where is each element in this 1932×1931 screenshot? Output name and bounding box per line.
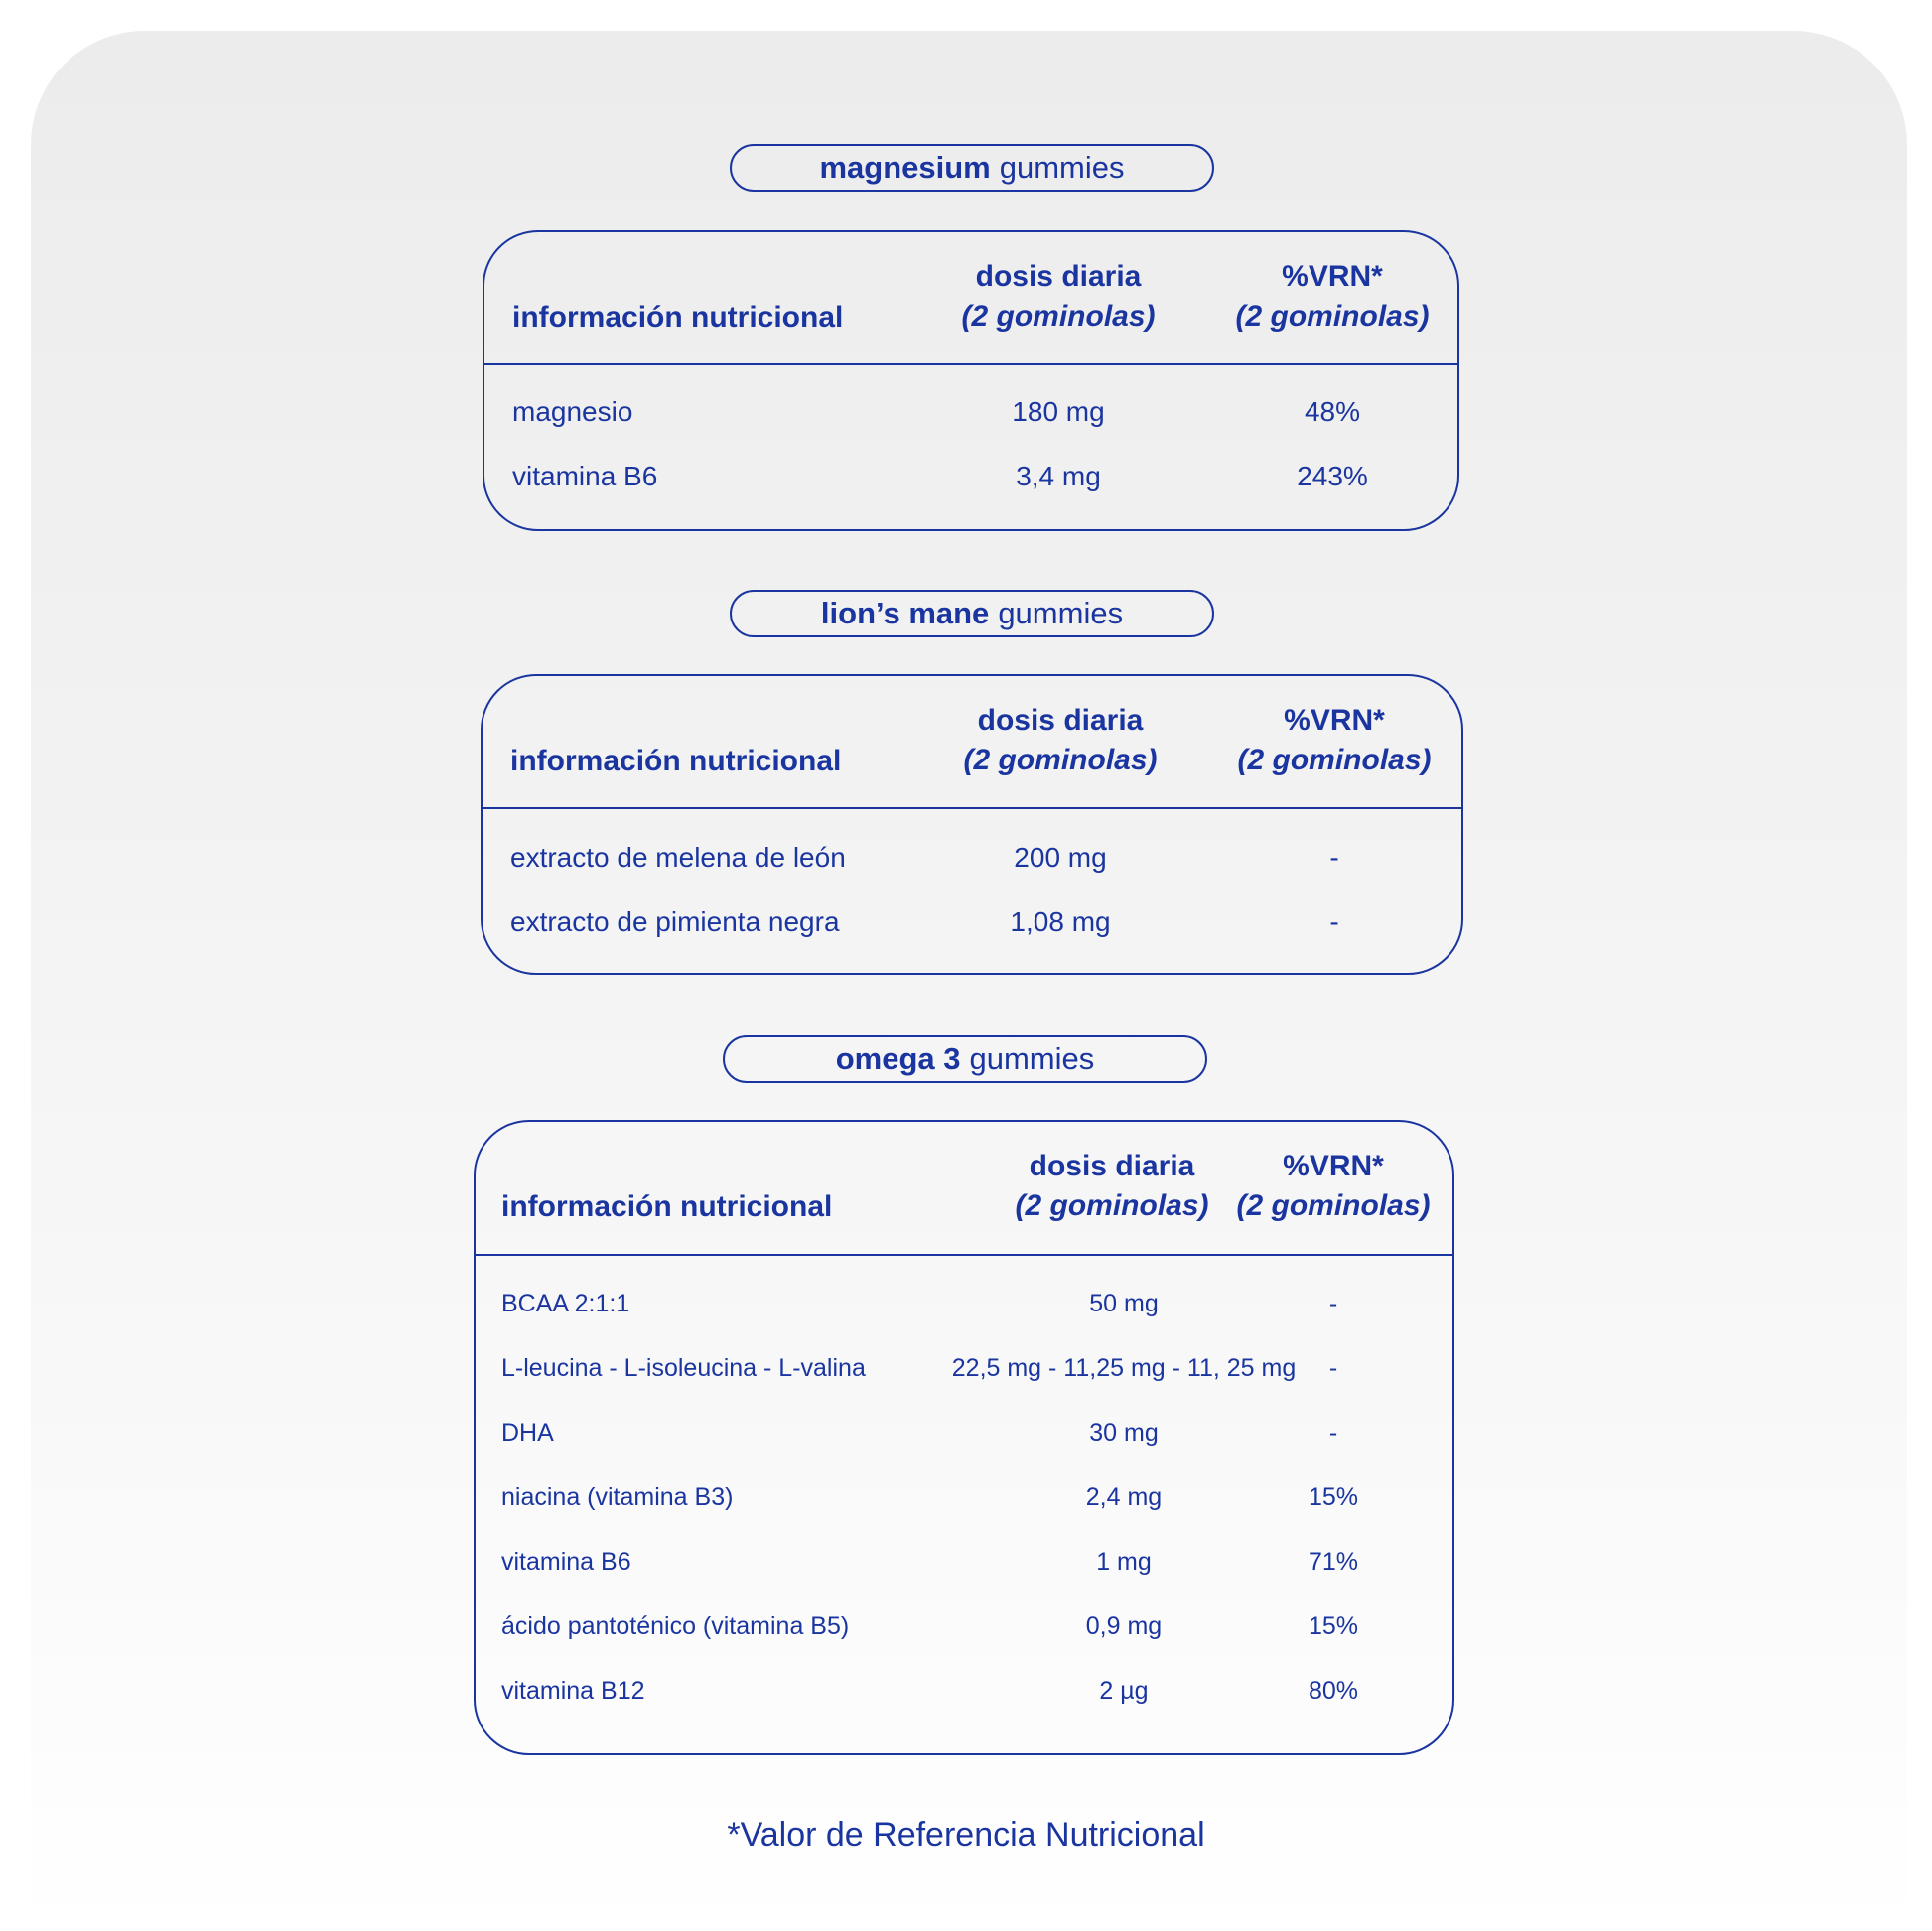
header-daily-dose: dosis diaria (2 gominolas) [961,260,1156,333]
header-vrn: %VRN* (2 gominolas) [1237,704,1432,776]
product-title-lions-mane [730,590,1214,637]
nutrient-vrn: 243% [1297,461,1368,491]
nutrient-name: extracto de melena de león [510,842,846,873]
table-row [484,392,1457,432]
table-row [483,838,1461,878]
nutrient-dose: 30 mg [1089,1419,1159,1447]
nutrient-dose: 3,4 mg [1016,461,1101,491]
table-header [483,676,1461,809]
nutrient-dose: 22,5 mg - 11,25 mg - 11, 25 mg [951,1354,1297,1382]
table-header [476,1122,1452,1256]
table-header [484,232,1457,365]
product-title-omega-3 [723,1035,1207,1083]
header-nutrition-info: información nutricional [501,1190,833,1223]
nutrient-vrn: - [1328,1419,1338,1447]
nutrient-name: niacina (vitamina B3) [501,1483,734,1511]
nutrient-name: vitamina B6 [501,1548,631,1576]
nutrient-name: ácido pantoténico (vitamina B5) [501,1612,850,1640]
product-suffix: gummies [998,596,1124,630]
table-row [476,1348,1452,1388]
product-suffix: gummies [969,1041,1095,1076]
header-vrn: %VRN* (2 gominolas) [1235,260,1430,333]
table-row [476,1477,1452,1517]
table-row [483,902,1461,942]
nutrient-vrn: - [1328,1290,1338,1317]
nutrient-dose: 2 µg [1099,1677,1149,1705]
nutrient-name: magnesio [512,396,633,427]
footnote: *Valor de Referencia Nutricional [727,1816,1205,1854]
header-nutrition-info: información nutricional [510,745,842,777]
nutrient-vrn: 80% [1308,1677,1359,1705]
product-name: omega 3 [835,1041,961,1076]
nutrient-dose: 0,9 mg [1085,1612,1163,1640]
nutrient-vrn: 15% [1308,1612,1359,1640]
product-suffix: gummies [999,150,1125,185]
table-row [484,457,1457,496]
nutrient-vrn: - [1328,1354,1338,1382]
table-row [476,1671,1452,1711]
nutrient-vrn: - [1329,906,1339,937]
nutrition-table-lions-mane [481,674,1463,975]
header-daily-dose: dosis diaria (2 gominolas) [1015,1150,1209,1222]
nutrient-dose: 180 mg [1012,396,1105,427]
product-name: lion’s mane [820,596,990,630]
nutrient-name: BCAA 2:1:1 [501,1290,630,1317]
nutrient-name: DHA [501,1419,554,1447]
nutrient-name: vitamina B12 [501,1677,645,1705]
header-nutrition-info: información nutricional [512,301,844,334]
nutrition-table-omega-3 [474,1120,1454,1755]
nutrient-dose: 1 mg [1096,1548,1152,1576]
nutrient-name: vitamina B6 [512,461,658,491]
header-daily-dose: dosis diaria (2 gominolas) [963,704,1158,776]
nutrient-dose: 50 mg [1089,1290,1159,1317]
product-title-magnesium [730,144,1214,192]
nutrient-vrn: - [1329,842,1339,873]
nutrient-vrn: 48% [1304,396,1361,427]
nutrient-name: extracto de pimienta negra [510,906,840,937]
table-row [476,1284,1452,1323]
product-name: magnesium [819,150,991,185]
nutrition-table-magnesium [483,230,1459,531]
table-row [476,1413,1452,1452]
nutrient-vrn: 15% [1308,1483,1359,1511]
nutrient-dose: 1,08 mg [1010,906,1111,937]
nutrient-vrn: 71% [1308,1548,1359,1576]
nutrient-dose: 2,4 mg [1085,1483,1163,1511]
table-row [476,1542,1452,1582]
header-vrn: %VRN* (2 gominolas) [1236,1150,1431,1222]
table-row [476,1606,1452,1646]
nutrient-name: L-leucina - L-isoleucina - L-valina [501,1354,866,1382]
nutrient-dose: 200 mg [1014,842,1107,873]
